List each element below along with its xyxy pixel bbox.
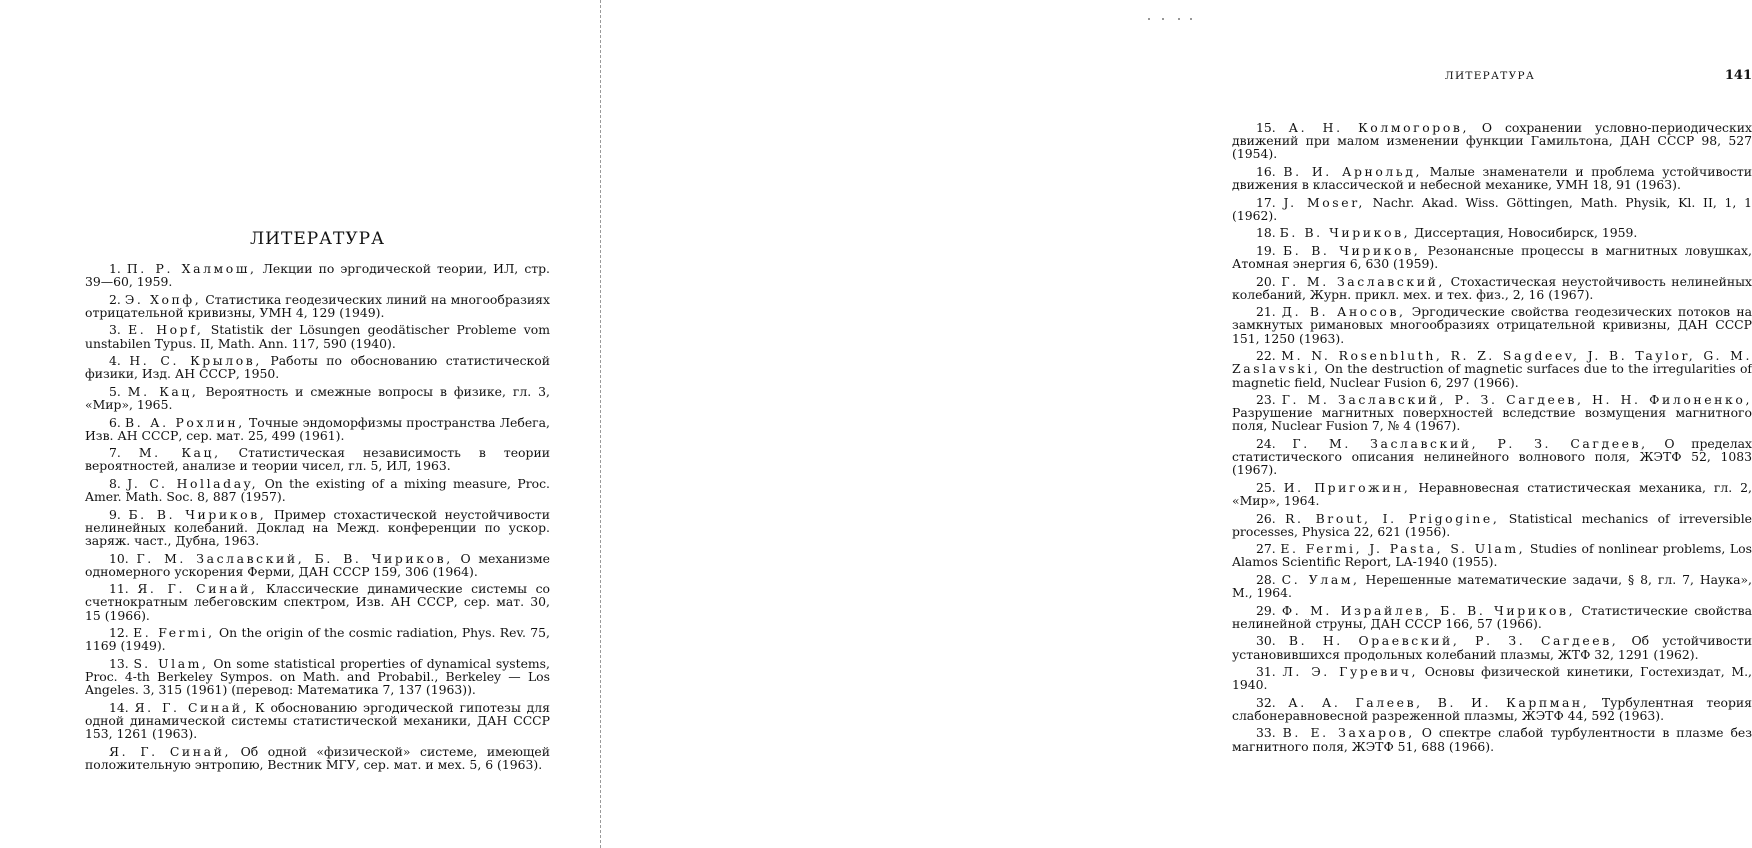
reference-number: 14. [109,699,129,715]
reference-text: Пример стохастической неустойчивости нелинейных колебаний. Доклад на Межд. конференции по ускор. заряж. част., Дубна, 1963. [85,506,550,549]
running-header [1230,70,1750,90]
reference-number: 26. [1256,510,1276,526]
reference-number: 27. [1256,541,1276,557]
reference-author: В. И. Арнольд, [1283,163,1423,179]
reference-author: E. Fermi, [133,625,215,641]
reference-text: Классические динамические системы со счетнократным лебеговским спектром, Изв. АН СССР, сер. мат. 30, 15 (1966). [85,581,550,623]
reference-text: Разрушение магнитных поверхностей вследствие возмущения магнитного поля, Nuclear Fusion 7, № 4 (1967). [1232,405,1752,434]
reference-item [1232,573,1752,599]
reference-item [85,508,550,548]
reference-text: Лекции по эргодической теории, ИЛ, стр. 39—60, 1959. [85,261,550,290]
reference-item [1232,244,1752,270]
page-number: 141 [1724,68,1752,83]
reference-text: Нерешенные математические задачи, § 8, гл. 7, Наука», М., 1964. [1232,571,1752,601]
reference-item [85,552,550,578]
reference-item [1232,121,1752,161]
reference-text: Малые знаменатели и проблема устойчивости движения в классической и небесной механике, УМН 18, 91 (1963). [1232,163,1752,193]
scan-speck [1148,18,1150,20]
reference-author: E. Fermi, J. Pasta, S. Ulam, [1280,541,1526,557]
reference-text: Стохастическая неустойчивость нелинейных колебаний, Журн. прикл. мех. и тех. физ., 2, 16 (1967). [1232,273,1752,302]
reference-item [85,745,550,771]
reference-author: В. Е. Захаров, [1282,725,1415,741]
reference-number: 30. [1256,633,1276,649]
reference-number: 8. [109,475,121,491]
reference-text: Неравновесная статистическая механика, гл. 2, «Мир», 1964. [1232,479,1752,509]
reference-text: Об устойчивости установившихся продольных колебаний плазмы, ЖТФ 32, 1291 (1962). [1232,633,1752,662]
reference-number: 15. [1256,120,1276,135]
reference-number: 11. [109,581,129,597]
reference-item [85,626,550,652]
reference-text: On the existing of a mixing measure, Proc. Amer. Math. Soc. 8, 887 (1957). [85,475,550,505]
reference-number: 12. [109,625,129,641]
reference-author: Г. М. Заславский, [1281,273,1445,289]
reference-item [1232,481,1752,507]
reference-text: Статистика геодезических линий на многообразиях отрицательной кривизны, УМН 4, 129 (1949). [85,291,550,320]
reference-text: Statistik der Lösungen geodätischer Probleme vom unstabilen Typus. II, Math. Ann. 117, 590 (1940). [85,322,550,351]
reference-text: О спектре слабой турбулентности в плазме без магнитного поля, ЖЭТФ 51, 688 (1966). [1232,725,1752,754]
reference-number: 4. [109,353,121,369]
reference-text: Вероятность и смежные вопросы в физике, гл. 3, «Мир», 1965. [85,383,550,413]
scan-speck [1190,18,1192,20]
reference-author: Н. С. Крылов, [129,353,262,369]
reference-number: 24. [1256,435,1276,451]
reference-text: Статистические свойства нелинейной струны, ДАН СССР 166, 57 (1966). [1232,602,1752,631]
reference-list-left [85,262,550,775]
reference-number: 6. [109,414,121,430]
reference-text: Работы по обоснованию статистической физики, Изд. АН СССР, 1950. [85,353,550,382]
reference-author: E. Hopf, [128,322,204,338]
reference-text: On some statistical properties of dynamical systems, Proc. 4-th Berkeley Sympos. on Math. and Probabil., Berkeley — Los Angeles. 3, 315 (1961) (перевод: Математика 7, 137 (1963)). [85,655,550,698]
reference-text: Турбулентная теория слабонеравновесной разреженной плазмы, ЖЭТФ 44, 592 (1963). [1232,694,1752,723]
reference-number: 1. [109,261,121,276]
reference-author: Л. Э. Гуревич, [1282,664,1419,680]
reference-item [1232,196,1752,222]
reference-text: On the destruction of magnetic surfaces due to the irregularities of magnetic field, Nuclear Fusion 6, 297 (1966). [1232,361,1752,390]
reference-item [1232,349,1752,389]
reference-author: И. Пригожин, [1283,479,1411,495]
reference-number: 10. [109,550,129,566]
reference-author: Б. В. Чириков, [1283,242,1421,258]
reference-number: 20. [1256,273,1276,289]
reference-number: 7. [109,445,121,461]
page-title: ЛИТЕРАТУРА [249,229,385,249]
reference-item [85,262,550,288]
reference-author: В. А. Рохлин, [125,414,245,430]
reference-text: О пределах статистического описания нелинейного волнового поля, ЖЭТФ 52, 1083 (1967). [1232,435,1752,478]
reference-author: Я. Г. Синай, [137,581,258,597]
reference-author: Б. В. Чириков, [128,506,267,522]
reference-list-right [1232,121,1752,757]
reference-author: M. N. Rosenbluth, R. Z. Sagdeev, J. B. Taylor, G. M. Zaslavski, [1232,348,1752,377]
reference-text: О механизме одномерного ускорения Ферми, ДАН СССР 159, 306 (1964). [85,550,550,579]
reference-number: 16. [1256,163,1276,179]
reference-number: 29. [1256,602,1276,618]
reference-number: 25. [1256,479,1276,495]
reference-text: Эргодические свойства геодезических потоков на замкнутых римановых многообразиях отрицательной кривизны, ДАН СССР 151, 1250 (1963). [1232,304,1752,346]
reference-author: J. C. Holladay, [127,475,259,491]
reference-item [85,323,550,349]
reference-item [85,416,550,442]
reference-text: Studies of nonlinear problems, Los Alamos Scientific Report, LA-1940 (1955). [1232,541,1752,570]
reference-author: J. Moser, [1283,194,1365,210]
reference-author: Я. Г. Синай, [109,743,232,759]
reference-text: Statistical mechanics of irreversible processes, Physica 22, 621 (1956). [1232,510,1752,539]
reference-item [85,354,550,380]
reference-item [1232,512,1752,538]
reference-text: On the origin of the cosmic radiation, Phys. Rev. 75, 1169 (1949). [85,625,550,654]
reference-author: А. Н. Колмогоров, [1288,120,1469,135]
reference-author: Г. М. Заславский, Б. В. Чириков, [136,550,453,566]
reference-text: К обоснованию эргодической гипотезы для одной динамической системы статистической механики, ДАН СССР 153, 1261 (1963). [85,699,550,742]
reference-number: 2. [109,291,121,307]
reference-number: 23. [1256,392,1276,408]
reference-number: 21. [1256,304,1276,320]
reference-author: М. Кац, [138,445,221,461]
scan-speck [1162,18,1164,20]
reference-item [85,701,550,741]
reference-item [85,385,550,411]
reference-item [1232,604,1752,630]
reference-number: 28. [1256,571,1276,587]
reference-item [85,657,550,697]
reference-number: 3. [109,322,121,338]
reference-text: Резонансные процессы в магнитных ловушках, Атомная энергия 6, 630 (1959). [1232,242,1752,272]
reference-author: П. Р. Халмош, [126,261,257,276]
reference-item [1232,226,1752,239]
reference-text: Основы физической кинетики, Гостехиздат, М., 1940. [1232,664,1752,693]
reference-item [1232,437,1752,477]
reference-item [85,477,550,503]
reference-item [1232,726,1752,752]
reference-number: 13. [109,655,129,671]
scan-speck [1178,18,1180,20]
reference-author: Б. В. Чириков, [1279,225,1411,241]
reference-item [1232,305,1752,345]
reference-number: 9. [109,506,121,522]
reference-author: М. Кац, [127,383,199,399]
running-title: ЛИТЕРАТУРА [1444,70,1536,82]
reference-text: Диссертация, Новосибирск, 1959. [1414,225,1638,241]
reference-number: 17. [1256,194,1276,210]
reference-author: А. А. Галеев, В. И. Карпман, [1288,694,1590,710]
reference-number: 18. [1256,225,1276,241]
reference-number: 32. [1256,694,1276,710]
reference-item [85,446,550,472]
reference-number: 5. [109,383,121,399]
reference-item [1232,165,1752,191]
reference-author: Э. Хопф, [124,291,202,307]
reference-author: В. Н. Ораевский, Р. З. Сагдеев, [1288,633,1619,649]
reference-text: Точные эндоморфизмы пространства Лебега, Изв. АН СССР, сер. мат. 25, 499 (1961). [85,414,550,443]
reference-author: Г. М. Заславский, Р. З. Сагдеев, [1292,435,1648,451]
left-page [0,0,600,848]
reference-number: 31. [1256,664,1276,680]
reference-item [85,293,550,319]
reference-item [1232,696,1752,722]
reference-number: 22. [1256,348,1276,364]
reference-text: Об одной «физической» системе, имеющей положительную энтропию, Вестник МГУ, сер. мат. и мех. 5, 6 (1963). [85,743,550,772]
right-page [600,0,1752,848]
reference-text: О сохранении условно-периодических движений при малом изменении функции Гамильтона, ДАН СССР 98, 527 (1954). [1232,120,1752,162]
reference-item [1232,665,1752,691]
reference-author: Ф. М. Израйлев, Б. В. Чириков, [1281,602,1576,618]
reference-item [1232,634,1752,660]
reference-text: Статистическая независимость в теории вероятностей, анализе и теории чисел, гл. 5, ИЛ, 1963. [85,445,550,474]
reference-item [1232,542,1752,568]
reference-author: Г. М. Заславский, Р. З. Сагдеев, Н. Н. Филоненко, [1281,392,1752,408]
reference-number: 33. [1256,725,1276,741]
reference-item [1232,393,1752,433]
reference-author: С. Улам, [1281,571,1360,587]
reference-author: Д. В. Аносов, [1281,304,1406,320]
reference-text: Nachr. Akad. Wiss. Göttingen, Math. Physik, Kl. II, 1, 1 (1962). [1232,194,1752,223]
reference-author: R. Brout, I. Prigogine, [1285,510,1500,526]
reference-number: 19. [1256,242,1276,258]
reference-author: S. Ulam, [133,655,209,671]
reference-item [1232,275,1752,301]
reference-author: Я. Г. Синай, [134,699,250,715]
reference-item [85,582,550,622]
